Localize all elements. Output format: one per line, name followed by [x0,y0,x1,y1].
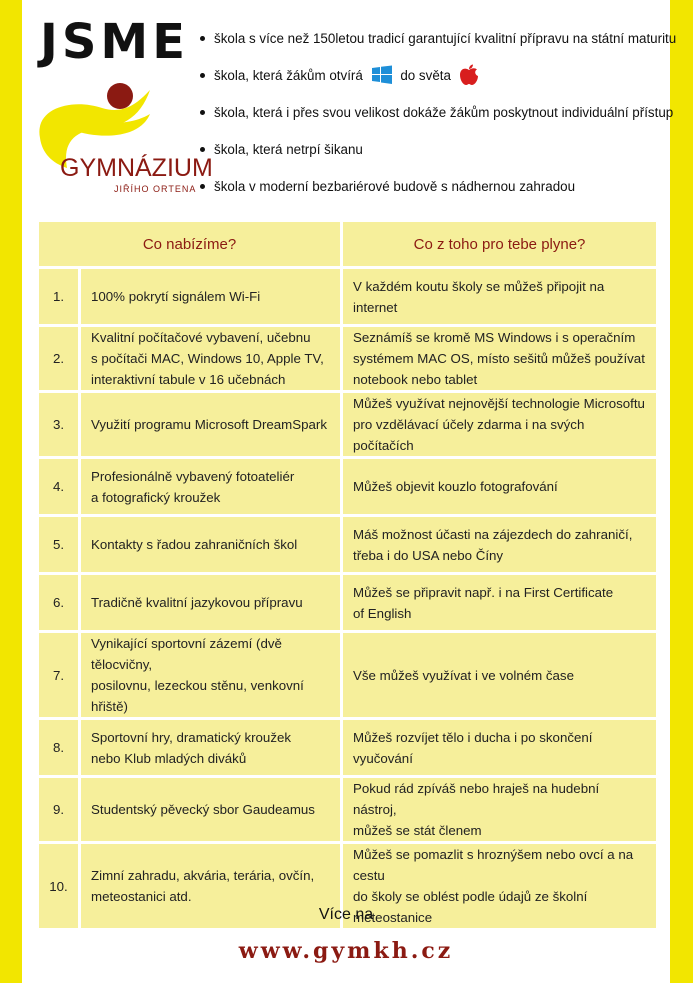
row-number: 9. [38,777,80,843]
cell-line: pro vzdělávací účely zdarma i na svých počítačích [353,417,585,453]
offer-cell [80,458,342,516]
list-item: škola s více než 150letou tradicí garantující kvalitní přípravu na státní maturitu [198,28,668,65]
offer-cell [80,777,342,843]
cell-line: do školy se oblést podle údajů ze školní meteostanice [353,889,588,925]
cell-line: notebook nebo tablet [353,372,478,387]
offer-cell [80,574,342,632]
logo-name: GYMNÁZIUM [60,154,213,182]
row-number: 1. [38,268,80,326]
cell-line: třeba i do USA nebo Číny [353,547,504,563]
table-row [38,632,658,719]
school-features-list [198,28,677,213]
cell-line: Sportovní hry, dramatický kroužek [91,729,292,745]
school-logo [32,68,213,198]
logo-sub: JIŘÍHO ORTENA [114,184,197,194]
benefit-cell [342,326,658,392]
offer-table [36,219,659,931]
cell-line: Můžeš se připravit např. i na First Certificate [353,584,614,600]
cell-line: můžeš se stát členem [353,823,482,838]
cell-line: systémem MAC OS, místo sešitů můžeš používat [353,351,645,366]
column-header-benefit: Co z toho pro tebe plyne? [342,221,658,268]
cell-line: Můžeš objevit kouzlo fotografování [353,479,558,494]
row-number: 5. [38,516,80,574]
cell-line: Kvalitní počítačové vybavení, učebnu [91,330,311,345]
flyer-page [22,0,677,983]
cell-line: Profesionálně vybavený fotoateliér [91,468,295,484]
row-number: 10. [38,843,80,930]
row-number: 2. [38,326,80,392]
list-item: škola, která netrpí šikanu [198,139,668,176]
table-row [38,458,658,516]
cell-line: Studentský pěvecký sbor Gaudeamus [91,802,315,817]
benefit-cell [342,392,658,458]
cell-line: Využití programu Microsoft DreamSpark [91,417,327,432]
cell-line: s počítači MAC, Windows 10, Apple TV, [91,351,324,366]
headline: JSME [40,14,189,70]
table-row [38,516,658,574]
website-link[interactable]: www.gymkh.cz [238,938,454,964]
offer-cell [80,326,342,392]
table-row [38,719,658,777]
row-number: 6. [38,574,80,632]
row-number: 4. [38,458,80,516]
logo-ball [107,83,133,109]
list-item: škola, která i přes svou velikost dokáže žákům poskytnout individuální přístup [198,102,668,139]
apple-icon [459,64,479,86]
cell-line: a fotografický kroužek [91,489,221,505]
cell-line: Můžeš se pomazlit s hroznýšem nebo ovcí a na cestu [353,847,634,883]
offer-cell [80,516,342,574]
benefit-cell [342,268,658,326]
cell-line: Kontakty s řadou zahraničních škol [91,537,298,552]
column-header-offer: Co nabízíme? [38,221,342,268]
cell-line: nebo Klub mladých diváků [91,750,247,766]
table-row [38,268,658,326]
cell-line: meteostanici atd. [91,889,192,904]
cell-line: Zimní zahradu, akvária, terária, ovčín, [91,868,315,883]
offer-cell [80,632,342,719]
table-row [38,574,658,632]
cell-line: posilovnu, lezeckou stěnu, venkovní hřiště) [91,678,304,714]
benefit-cell [342,516,658,574]
cell-line: interaktivní tabule v 16 učebnách [91,372,286,387]
table-row [38,777,658,843]
cell-line: Máš možnost účasti na zájezdech do zahraničí, [353,526,633,542]
row-number: 7. [38,632,80,719]
more-info-label: Více na [318,906,374,923]
benefit-cell [342,458,658,516]
row-number: 8. [38,719,80,777]
offer-cell [80,719,342,777]
cell-line: Můžeš využívat nejnovější technologie Microsoftu [353,396,645,411]
windows-icon [371,65,393,85]
table-header-row [38,221,658,268]
cell-line: of English [353,605,412,621]
benefit-cell [342,632,658,719]
benefit-cell [342,574,658,632]
cell-line: Vše můžeš využívat i ve volném čase [353,667,574,683]
table-row [38,392,658,458]
row-number: 3. [38,392,80,458]
benefit-cell [342,719,658,777]
cell-line: V každém koutu školy se můžeš připojit na internet [353,278,605,315]
cell-line: Vynikající sportovní zázemí (dvě tělocvičny, [91,636,282,672]
list-item: škola, která žákům otvírá do světa [198,65,668,102]
cell-line: Seznámíš se kromě MS Windows i s operačním [353,330,636,345]
cell-line: Můžeš rozvíjet tělo i ducha i po skončení vyučování [353,729,593,766]
offer-cell [80,268,342,326]
cell-line: Pokud rád zpíváš nebo hraješ na hudební nástroj, [353,781,600,817]
benefit-cell [342,777,658,843]
list-item: škola v moderní bezbariérové budově s nádhernou zahradou [198,176,668,213]
offer-cell [80,392,342,458]
cell-line: 100% pokrytí signálem Wi-Fi [91,289,261,304]
table-row [38,326,658,392]
cell-line: Tradičně kvalitní jazykovou přípravu [91,595,303,610]
